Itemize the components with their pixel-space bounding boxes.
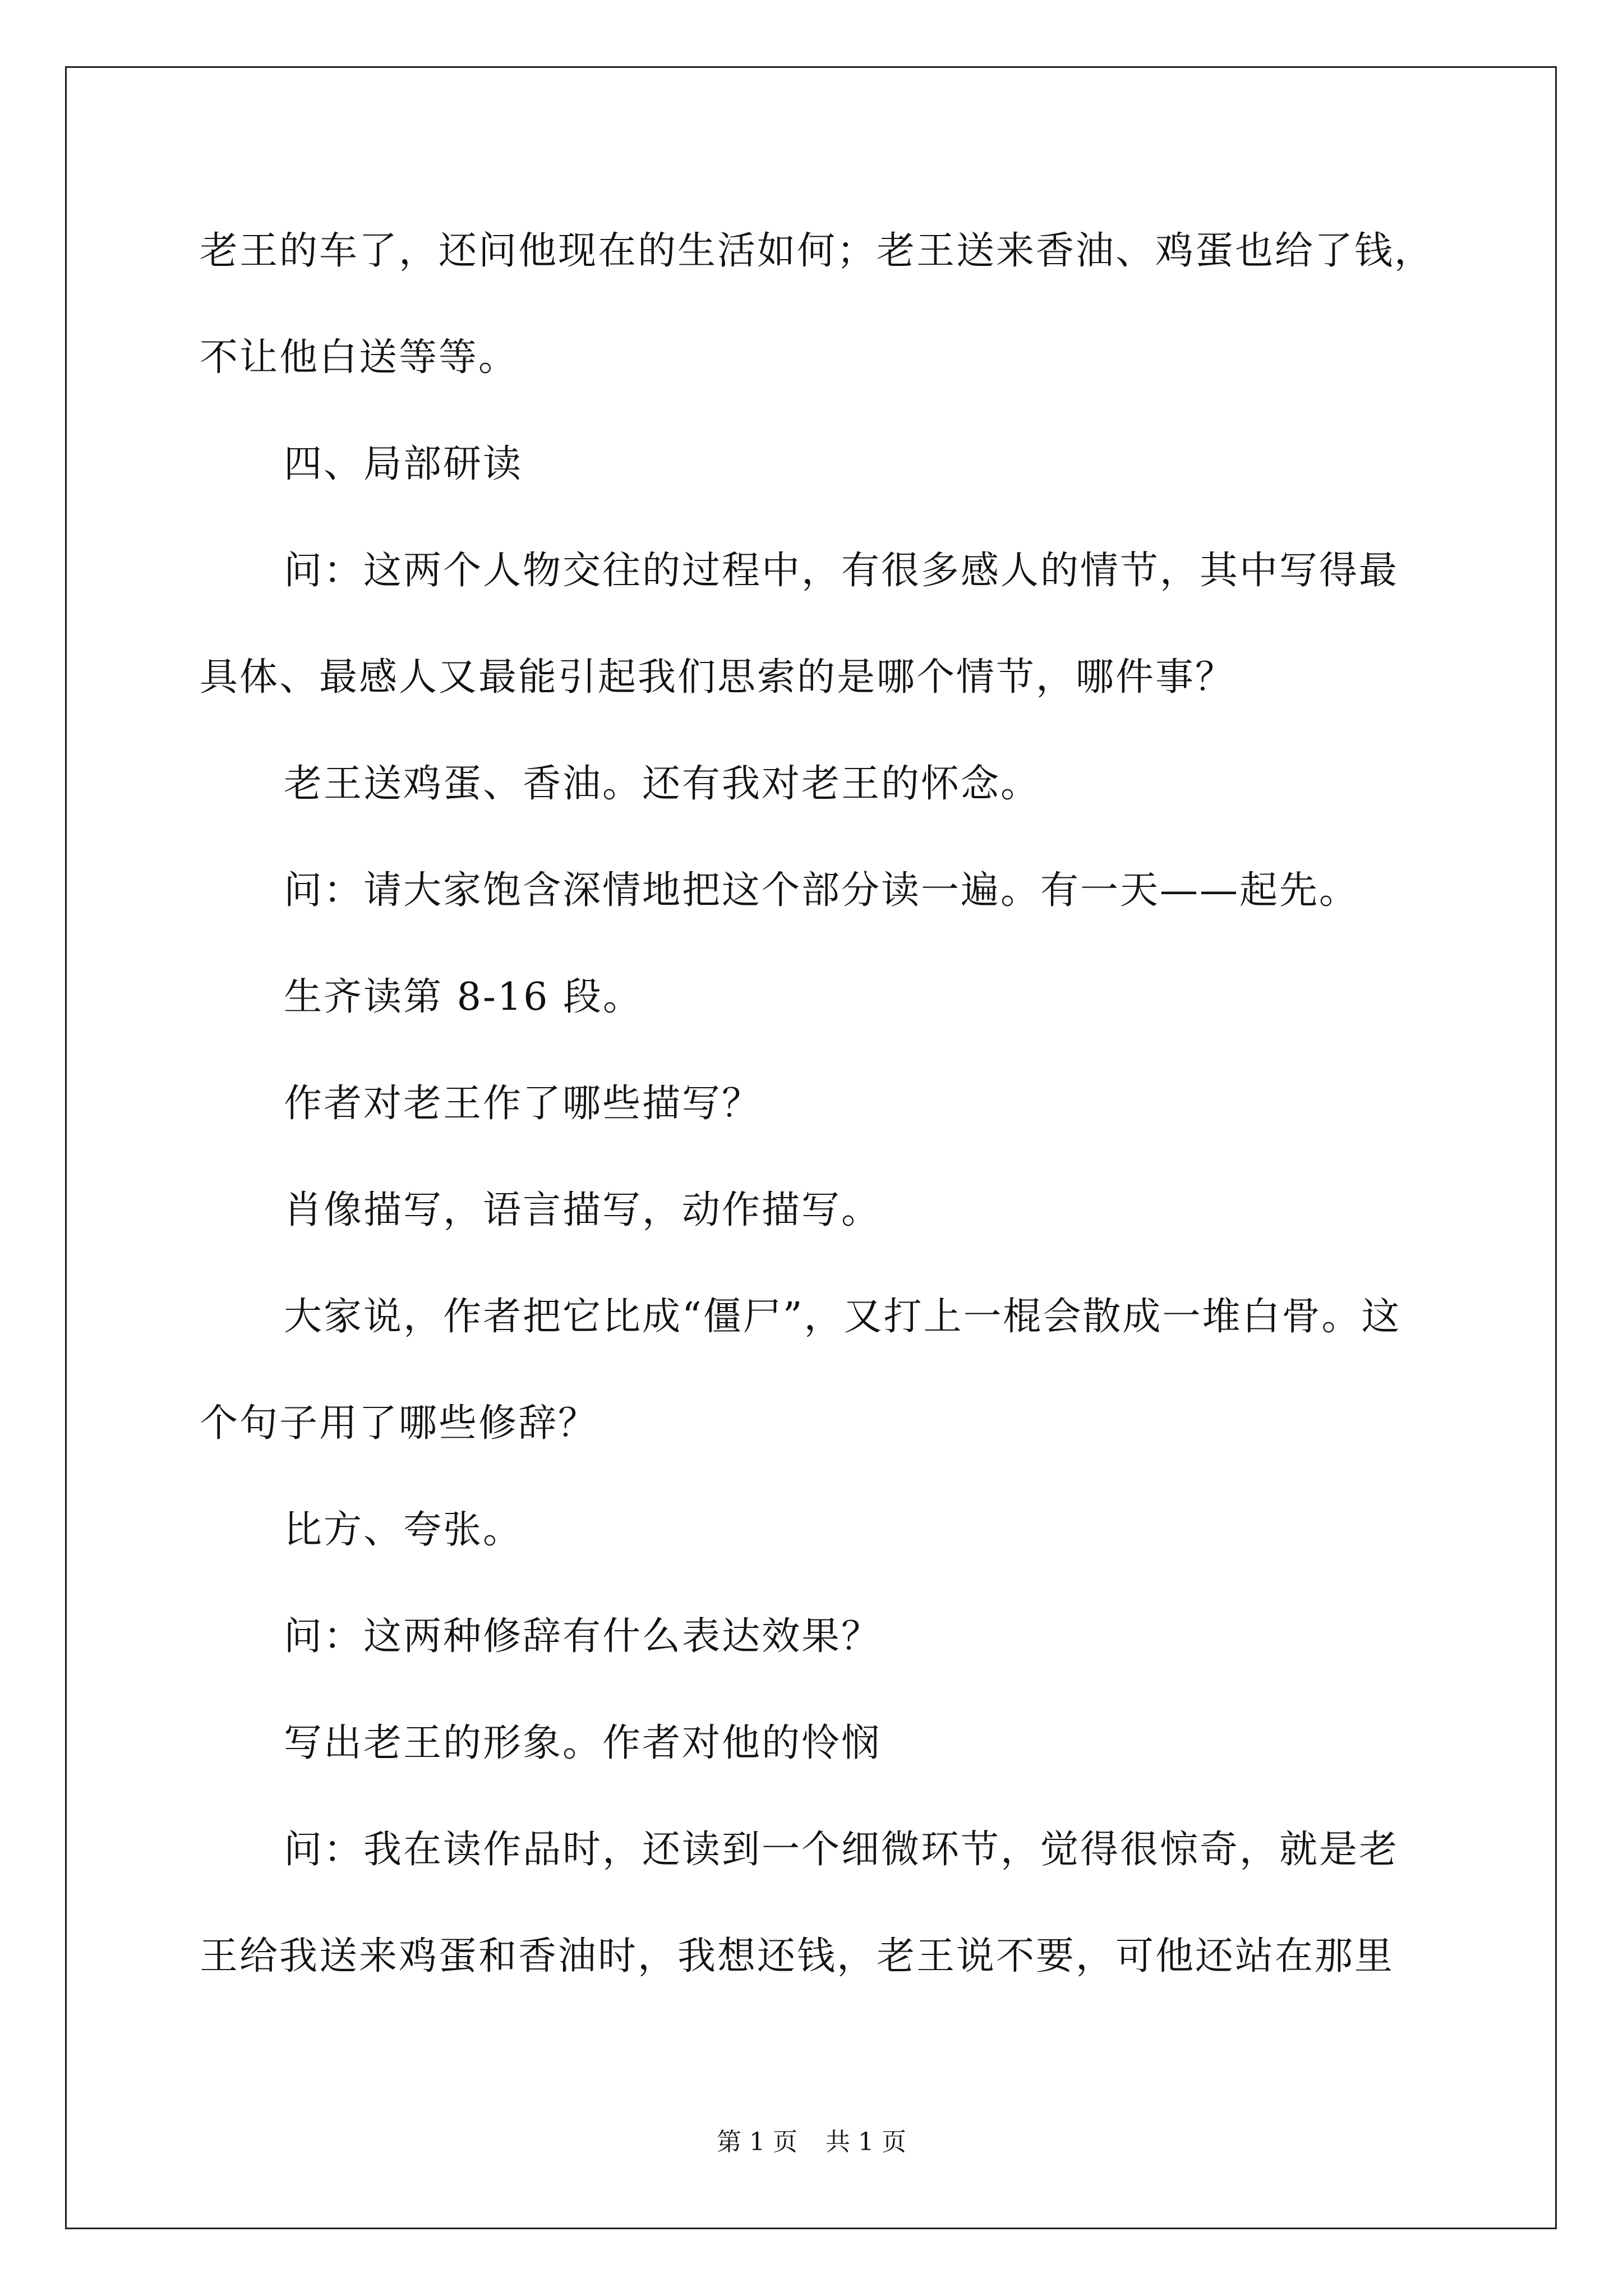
text-line-4: 问：这两个人物交往的过程中，有很多感人的情节，其中写得最 [284,549,1399,593]
text-line-13: 比方、夸张。 [284,1508,523,1552]
text-line-12: 个句子用了哪些修辞？ [200,1401,598,1446]
text-line-8: 生齐读第 8-16 段。 [284,975,643,1019]
page-border [65,66,1557,2229]
page-number: 第 1 页 [717,2128,797,2156]
text-line-16: 问：我在读作品时，还读到一个细微环节，觉得很惊奇，就是老 [284,1828,1399,1872]
text-line-11: 大家说，作者把它比成“僵尸”，又打上一棍会散成一堆白骨。这 [284,1295,1401,1339]
page-footer [0,2130,1623,2155]
text-line-10: 肖像描写，语言描写，动作描写。 [284,1188,882,1232]
text-line-7: 问：请大家饱含深情地把这个部分读一遍。有一天——起先。 [284,868,1359,913]
text-line-17: 王给我送来鸡蛋和香油时，我想还钱，老王说不要，可他还站在那里 [200,1934,1395,1978]
text-line-9: 作者对老王作了哪些描写？ [284,1082,762,1126]
text-line-5: 具体、最感人又最能引起我们思索的是哪个情节，哪件事？ [200,655,1235,700]
text-line-14: 问：这两种修辞有什么表达效果？ [284,1614,882,1659]
text-line-3: 四、局部研读 [284,442,523,486]
text-line-1: 老王的车了，还问他现在的生活如何；老王送来香油、鸡蛋也给了钱， [200,229,1435,273]
page-total: 共 1 页 [826,2128,906,2156]
text-line-15: 写出老王的形象。作者对他的怜悯 [284,1721,882,1765]
text-line-6: 老王送鸡蛋、香油。还有我对老王的怀念。 [284,762,1041,806]
text-line-2: 不让他白送等等。 [200,335,519,380]
